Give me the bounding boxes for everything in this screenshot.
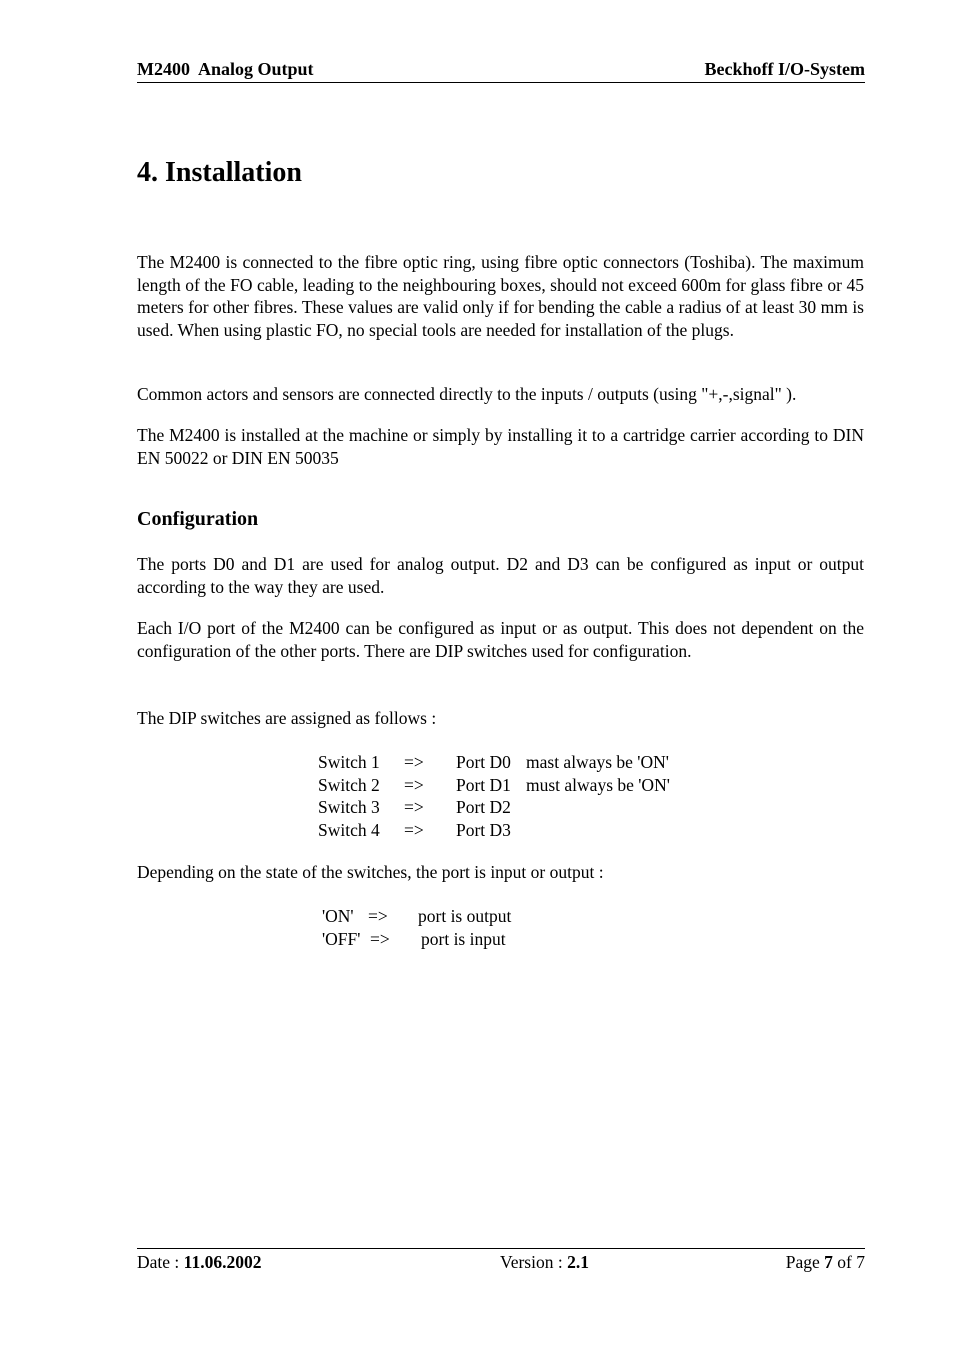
footer-version xyxy=(500,1252,589,1273)
switch-name: Switch 3 xyxy=(318,797,380,817)
switch-port: Port D1 xyxy=(456,774,511,795)
paragraph-actors-sensors: Common actors and sensors are connected directly to the inputs / outputs (using "+,-,signal" ). xyxy=(137,384,797,404)
footer-date xyxy=(137,1252,261,1273)
header-company: Beckhoff I/O-System xyxy=(704,59,865,79)
section-heading-configuration: Configuration xyxy=(137,508,259,530)
footer-page-label: Page xyxy=(785,1252,825,1272)
chapter-title: 4. Installation xyxy=(137,157,302,188)
footer-page-total: of 7 xyxy=(832,1252,865,1272)
header-document-title: M2400 Analog Output xyxy=(137,59,314,79)
footer-page-number xyxy=(786,1252,865,1273)
footer-date-value: 11.06.2002 xyxy=(183,1252,262,1272)
switch-arrow: => xyxy=(404,819,424,840)
switch-port: Port D0 xyxy=(456,752,511,772)
footer-version-label: Version : xyxy=(500,1252,568,1272)
state-value: 'ON' xyxy=(322,906,354,926)
paragraph-dip-intro: The DIP switches are assigned as follows : xyxy=(137,708,437,728)
paragraph-fibre-optic: The M2400 is connected to the fibre optic ring, using fibre optic connectors (Toshiba). The maximum length of the FO cable, leading to the neighbouring boxes, should not exceed 600m for glass fibre or 45 meters for other fibres. These values are valid only if for bending the cable a radius of at least 30 mm is used. When using plastic FO, no special tools are needed for installation of the plugs. xyxy=(137,252,864,340)
page-header xyxy=(137,58,865,83)
state-meaning: port is output xyxy=(418,906,512,926)
switch-note: must always be 'ON' xyxy=(526,774,670,795)
switch-port: Port D2 xyxy=(456,797,511,817)
footer-date-label: Date : xyxy=(137,1252,184,1272)
switch-note: mast always be 'ON' xyxy=(526,752,669,772)
paragraph-switch-state: Depending on the state of the switches, the port is input or output : xyxy=(137,862,604,882)
footer-version-value: 2.1 xyxy=(567,1252,589,1272)
state-arrow: => xyxy=(368,906,388,926)
switch-arrow: => xyxy=(404,797,424,817)
switch-arrow: => xyxy=(404,752,424,772)
switch-name: Switch 2 xyxy=(318,774,380,795)
state-meaning: port is input xyxy=(421,928,506,949)
page-footer xyxy=(137,1248,865,1279)
paragraph-mounting: The M2400 is installed at the machine or simply by installing it to a cartridge carrier according to DIN EN 50022 or DIN EN 50035 xyxy=(137,425,864,468)
state-value: 'OFF' xyxy=(322,928,361,949)
footer-page-current: 7 xyxy=(824,1252,833,1272)
switch-arrow: => xyxy=(404,774,424,795)
paragraph-ports: The ports D0 and D1 are used for analog output. D2 and D3 can be configured as input or output according to the way they are used. xyxy=(137,554,864,597)
switch-port: Port D3 xyxy=(456,819,511,840)
state-arrow: => xyxy=(370,928,390,949)
paragraph-io-config: Each I/O port of the M2400 can be configured as input or as output. This does not dependent on the configuration of the other ports. There are DIP switches used for configuration. xyxy=(137,618,864,661)
switch-name: Switch 1 xyxy=(318,752,380,772)
switch-name: Switch 4 xyxy=(318,819,380,840)
